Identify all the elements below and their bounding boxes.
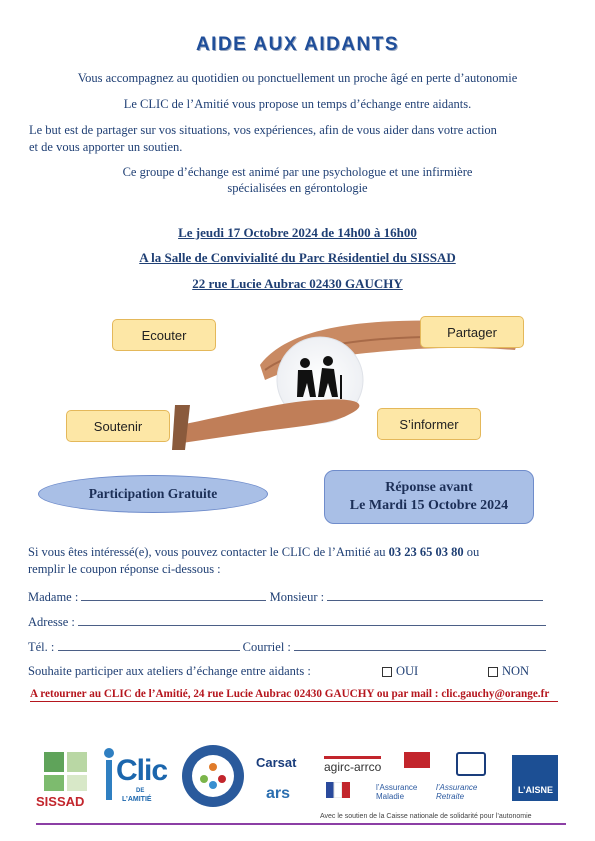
clic-text: Clic [116,754,168,787]
msa-logo [456,752,486,776]
sissad-text: SISSAD [36,794,85,809]
return-instructions: A retourner au CLIC de l’Amitié, 24 rue Lucie Aubrac 02430 GAUCHY ou par mail : clic.gauchy@orange.fr [30,688,550,700]
contact-line-2: remplir le coupon réponse ci-dessous : [28,562,221,576]
conference-financeurs-logo [180,743,246,809]
event-place: A la Salle de Convivialité du Parc Résidentiel du SISSAD [139,250,456,265]
tag-partager: Partager [420,316,524,348]
assurance-maladie-logo: l’Assurance Maladie [376,783,418,801]
intro-line-3b: et de vous apporter un soutien. [29,140,183,154]
courriel-label: Courriel : [242,640,291,654]
reponse-box [324,470,534,524]
aisne-text: L’AISNE [518,785,554,795]
adresse-label: Adresse : [28,615,75,629]
reponse-line-2: Le Mardi 15 Octobre 2024 [349,498,509,513]
monsieur-field[interactable] [327,589,543,601]
footer-rule [36,823,566,825]
contact-text: Si vous êtes intéressé(e), vous pouvez contacter le CLIC de l’Amitié au [28,545,389,559]
clic-logo [104,748,174,810]
clic-de-text: DE [136,788,145,794]
intro-line-4b: spécialisées en gérontologie [227,181,368,195]
anah-logo [404,752,430,768]
participation-badge: Participation Gratuite [38,475,268,513]
form-row-names [28,589,543,605]
event-date: Le jeudi 17 Octobre 2024 de 14h00 à 16h00 [178,225,417,240]
oui-checkbox[interactable] [382,667,392,677]
tel-label: Tél. : [28,640,55,654]
form-row-participation [28,664,573,679]
non-option[interactable] [488,664,529,679]
phone-number: 03 23 65 03 80 [388,545,464,559]
tel-field[interactable] [58,639,240,651]
reponse-line-1: Réponse avant [385,480,473,495]
form-row-address [28,614,546,630]
courriel-field[interactable] [294,639,546,651]
madame-field[interactable] [81,589,266,601]
aisne-logo [512,755,558,801]
carsat-logo: Carsat [256,755,297,770]
ars-logo: ars [266,785,291,802]
contact-text-end: ou [463,545,480,559]
sissad-logo [36,752,98,812]
non-checkbox[interactable] [488,667,498,677]
non-label: NON [502,664,530,678]
oui-option[interactable] [382,664,418,679]
form-row-contact [28,639,546,655]
intro-line-2: Le CLIC de l’Amitié vous propose un temps d’échange entre aidants. [123,97,472,111]
intro-line-3a: Le but est de partager sur vos situations, vos expériences, afin de vous aider dans votre action [29,123,497,137]
agirc-arrco-logo: agirc-arrco [324,756,381,774]
cnsa-caption: Avec le soutien de la Caisse nationale de solidarité pour l’autonomie [320,813,532,820]
contact-line-1 [28,545,573,560]
madame-label: Madame : [28,590,79,604]
event-address: 22 rue Lucie Aubrac 02430 GAUCHY [192,276,403,291]
oui-label: OUI [396,664,419,678]
intro-line-1: Vous accompagnez au quotidien ou ponctuellement un proche âgé en perte d’autonomie [77,71,518,85]
tag-ecouter: Ecouter [112,319,216,351]
souhaite-label: Souhaite participer aux ateliers d’échange entre aidants : [28,664,311,678]
monsieur-label: Monsieur : [269,590,325,604]
adresse-field[interactable] [78,614,546,626]
return-underline [30,701,558,702]
tag-soutenir: Soutenir [66,410,170,442]
marianne-icon [326,782,352,798]
intro-line-4a: Ce groupe d’échange est animé par une psychologue et une infirmière [122,165,473,179]
tag-informer: S’informer [377,408,481,440]
clic-sub-text: L’AMITIÉ [122,796,152,803]
assurance-retraite-logo: l’Assurance Retraite [436,783,478,801]
page-title: AIDE AUX AIDANTS [195,34,400,55]
